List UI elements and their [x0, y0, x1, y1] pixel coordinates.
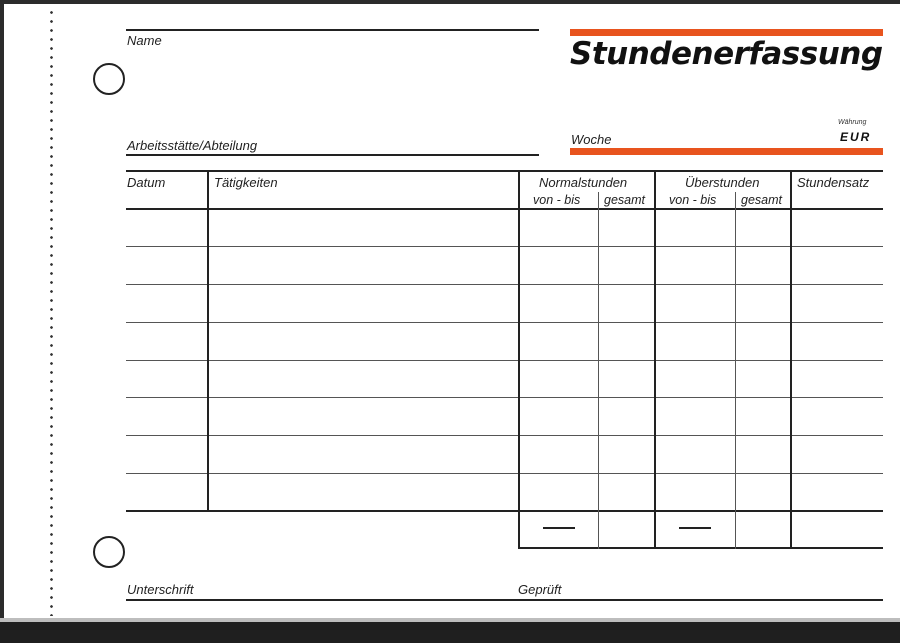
form-title: Stundenerfassung — [570, 36, 883, 72]
pad-frame-bottom — [0, 622, 900, 643]
table-row-line — [126, 322, 883, 323]
subheader-overtime-from-to: von - bis — [669, 193, 717, 207]
week-field-line[interactable] — [570, 148, 883, 155]
normal-hours-total-dash — [543, 527, 575, 529]
punch-hole-top — [93, 63, 125, 95]
footer-signature-line[interactable] — [126, 599, 883, 601]
subheader-normal-from-to: von - bis — [533, 193, 581, 207]
name-label: Name — [127, 33, 162, 48]
totals-row-bottom-border — [518, 547, 883, 549]
col-divider-normal — [654, 170, 656, 549]
week-label: Woche — [571, 132, 612, 147]
perforation-line — [50, 8, 53, 616]
subheader-overtime-total: gesamt — [741, 193, 782, 207]
table-row-line — [126, 473, 883, 474]
table-row-line — [126, 435, 883, 436]
col-header-activities: Tätigkeiten — [214, 175, 278, 190]
col-divider-overtime — [790, 170, 792, 549]
col-divider-activities — [518, 170, 520, 549]
table-row-line — [126, 246, 883, 247]
table-header-bottom-border — [126, 208, 883, 210]
currency-value: EUR — [840, 130, 872, 144]
col-divider-date — [207, 170, 209, 511]
table-rows-bottom-border — [126, 510, 883, 512]
pad-frame-left — [0, 0, 4, 643]
table-row-line — [126, 397, 883, 398]
table-row-line — [126, 284, 883, 285]
name-field-line[interactable] — [126, 29, 539, 31]
signature-label: Unterschrift — [127, 582, 194, 597]
workplace-label: Arbeitsstätte/Abteilung — [127, 138, 258, 153]
checked-label: Geprüft — [518, 582, 562, 597]
table-top-border — [126, 170, 883, 172]
col-divider-normal-sub — [598, 192, 599, 549]
col-header-normal-hours: Normalstunden — [539, 175, 628, 190]
col-header-hourly-rate: Stundensatz — [797, 175, 870, 190]
overtime-total-dash — [679, 527, 711, 529]
col-divider-overtime-sub — [735, 192, 736, 549]
subheader-normal-total: gesamt — [604, 193, 645, 207]
table-row-line — [126, 360, 883, 361]
col-header-overtime: Überstunden — [685, 175, 760, 190]
currency-caption: Währung — [838, 119, 867, 126]
punch-hole-bottom — [93, 536, 125, 568]
title-accent-bar — [570, 29, 883, 36]
workplace-field-line[interactable] — [126, 154, 539, 156]
pad-frame-top — [0, 0, 900, 4]
col-header-date: Datum — [127, 175, 166, 190]
